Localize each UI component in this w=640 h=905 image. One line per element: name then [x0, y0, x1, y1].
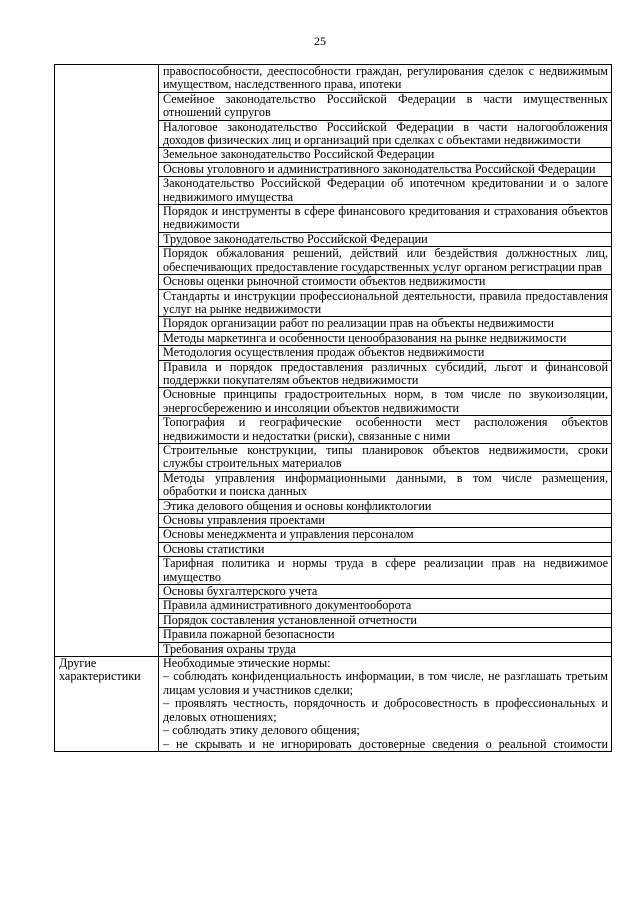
other-characteristics-content: [159, 657, 612, 752]
requirement-cell: правоспособности, дееспособности граждан, регулирования сделок с недвижимым имуществом, наследственного права, ипотеки: [159, 65, 612, 93]
label-cell-empty: [55, 65, 159, 657]
ethics-line: – проявлять честность, порядочность и добросовестность в профессиональных и деловых отношениях;: [163, 696, 608, 724]
label-line: характеристики: [59, 669, 141, 684]
requirements-body: [55, 65, 612, 752]
requirement-cell: Методы управления информационными данными, в том числе размещения, обработки и поиска данных: [159, 471, 612, 499]
requirement-cell: Налоговое законодательство Российской Федерации в части налогообложения доходов физических лиц и организаций при сделках с объектами недвижимости: [159, 120, 612, 148]
requirement-cell: Порядок организации работ по реализации прав на объекты недвижимости: [159, 317, 612, 331]
requirement-cell: Трудовое законодательство Российской Федерации: [159, 232, 612, 246]
requirement-cell: Правила пожарной безопасности: [159, 628, 612, 642]
requirement-cell: Строительные конструкции, типы планировок объектов недвижимости, сроки службы строительных материалов: [159, 443, 612, 471]
other-characteristics-row: [55, 657, 612, 752]
requirement-cell: Порядок составления установленной отчетности: [159, 613, 612, 627]
requirement-cell: Законодательство Российской Федерации об ипотечном кредитовании и о залоге недвижимого имущества: [159, 177, 612, 205]
requirement-cell: Методология осуществления продаж объектов недвижимости: [159, 346, 612, 360]
requirements-table: [54, 64, 612, 752]
requirement-cell: Основы уголовного и административного законодательства Российской Федерации: [159, 162, 612, 176]
ethics-line: Необходимые этические нормы:: [163, 656, 331, 671]
ethics-line: – соблюдать конфиденциальность информации, в том числе, не разглашать третьим лицам условия и участников сделки;: [163, 669, 608, 697]
requirement-cell: Основы менеджмента и управления персоналом: [159, 528, 612, 542]
table-row: [55, 65, 612, 93]
requirement-cell: Стандарты и инструкции профессиональной деятельности, правила предоставления услуг на рынке недвижимости: [159, 289, 612, 317]
requirement-cell: Основы управления проектами: [159, 514, 612, 528]
requirement-cell: Порядок обжалования решений, действий или бездействия должностных лиц, обеспечивающих предоставление государственных услуг органом регистрации прав: [159, 247, 612, 275]
requirement-cell: Семейное законодательство Российской Федерации в части имущественных отношений супругов: [159, 92, 612, 120]
page-number: 25: [314, 34, 326, 48]
requirement-cell: Топография и географические особенности мест расположения объектов недвижимости и недостатки (риски), связанные с ними: [159, 416, 612, 444]
requirement-cell: Основные принципы градостроительных норм, в том числе по звукоизоляции, энергосбережению и инсоляции объектов недвижимости: [159, 388, 612, 416]
requirement-cell: Методы маркетинга и особенности ценообразования на рынке недвижимости: [159, 331, 612, 345]
ethics-line: – соблюдать этику делового общения;: [163, 723, 360, 738]
other-characteristics-label: [55, 657, 159, 752]
requirement-cell: Основы бухгалтерского учета: [159, 585, 612, 599]
requirement-cell: Порядок и инструменты в сфере финансового кредитования и страхования объектов недвижимости: [159, 205, 612, 233]
label-line: Другие: [59, 656, 97, 671]
requirement-cell: Правила и порядок предоставления различных субсидий, льгот и финансовой поддержки покупателям объектов недвижимости: [159, 360, 612, 388]
requirement-cell: Правила административного документооборота: [159, 599, 612, 613]
requirement-cell: Тарифная политика и нормы труда в сфере реализации прав на недвижимое имущество: [159, 557, 612, 585]
requirement-cell: Основы статистики: [159, 542, 612, 556]
requirement-cell: Этика делового общения и основы конфликтологии: [159, 499, 612, 513]
requirement-cell: Требования охраны труда: [159, 642, 612, 656]
requirement-cell: Основы оценки рыночной стоимости объектов недвижимости: [159, 275, 612, 289]
ethics-line: – не скрывать и не игнорировать достоверные сведения о реальной стоимости: [163, 736, 608, 751]
requirement-cell: Земельное законодательство Российской Федерации: [159, 148, 612, 162]
